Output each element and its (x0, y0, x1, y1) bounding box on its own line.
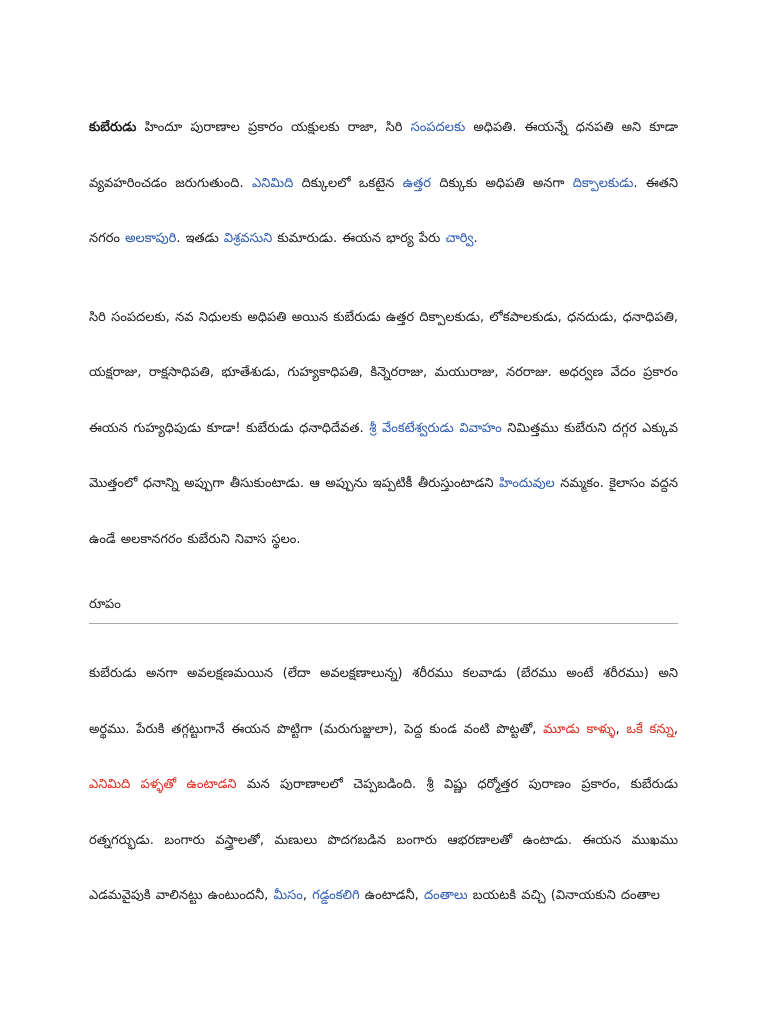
text-run: నిమిత్తము కుబేరుని దగ్గర ఎక్కువ మొత్తంలో ధనాన్ని అప్పుగా తీసుకుంటాడు. ఆ అప్పును ఇప్పటికీ తీరుస్తుంటాడని (89, 420, 678, 491)
text-run: . ఇతడు (176, 231, 224, 246)
link-dantalu[interactable]: దంతాలు (423, 888, 468, 903)
section-divider (89, 623, 678, 624)
text-run: , (302, 888, 313, 903)
text-run: హిందూ పురాణాల ప్రకారం యక్షులకు రాజా, సిరి (136, 120, 411, 135)
paragraph-titles (89, 290, 678, 568)
text-run: మన పురాణాలలో చెప్పబడింది. శ్రీ విష్ణు ధర్మోత్తర పురాణం ప్రకారం, కుబేరుడు రత్నగర్భుడు. బంగారు వస్త్రాలతో, మణులు పొదగబడిన బంగారు ఆభరణాలతో ఉంటాడు. ఈయన ముఖము ఎడమవైపుకి వాలినట్టు ఉంటుందనీ, (89, 777, 678, 903)
redlink-moodu-kallu[interactable]: మూడు కాళ్ళు (543, 721, 616, 737)
text-run: బయటకి వచ్చి (వినాయకుని దంతాల (467, 888, 661, 903)
text-run: సిరి సంపదలకు, నవ నిధులకు అధిపతి అయిన కుబేరుడు ఉత్తర దిక్పాలకుడు, లోకపాలకుడు, ధనదుడు, ధనాధిపతి, యక్షరాజు, రాక్షసాధిపతి, భూతేశుడు, గుహ్యకాధిపతి, కిన్నెరరాజు, మయురాజు, నరరాజు. అధర్వణ వేదం ప్రకారం ఈయన గుహ్యధిపుడు కూడా! కుబేరుడు ధనాధిదేవత. (89, 309, 678, 436)
text-run: కుబేరుడు అనగా అవలక్షణమయిన (లేదా అవలక్షణాలున్న) శరీరము కలవాడు (బేరము అంటే శరీరము) అని అర్థము. పేరుకి తగ్గట్టుగానే ఈయన పొట్టిగా (మరుగుజ్జులా), పెద్ద కుండ వంటి పొట్టతో, (89, 666, 678, 737)
text-run: . ఈతని నగరం (89, 175, 678, 246)
text-run: దిక్కులలో ఒకటైన (293, 175, 403, 191)
link-vishravasuni[interactable]: విశ్రవసుని (223, 231, 273, 246)
text-run: కుమారుడు. ఈయన భార్య పేరు (272, 231, 446, 246)
text-run: అధిపతి. ఈయన్నే ధనపతి అని కూడా వ్యవహరించడం జరుగుతుంది. (89, 120, 679, 191)
link-hinduvula[interactable]: హిందువుల (499, 476, 555, 491)
section-heading: రూపం (89, 597, 121, 612)
link-sampadalu[interactable]: సంపదలకు (410, 120, 466, 135)
text-run: , (615, 721, 627, 737)
link-charvi[interactable]: చార్వి (445, 231, 474, 246)
paragraph-intro (89, 100, 678, 267)
link-gaddam[interactable]: గడ్డంకలిగి (312, 888, 360, 903)
link-dikpalakudu[interactable]: దిక్పాలకుడు (572, 175, 634, 191)
text-run: , (673, 721, 678, 737)
text-run: . (473, 231, 478, 246)
link-alakapuri[interactable]: అలకాపురి (125, 231, 177, 246)
article-body (89, 100, 678, 924)
text-run: దిక్కుకు అధిపతి అనగా (430, 175, 573, 191)
link-enimidi[interactable]: ఎనిమిది (251, 175, 294, 191)
paragraph-appearance (89, 646, 678, 924)
subject-name: కుబేరుడు (89, 120, 137, 135)
redlink-oke-kannu[interactable]: ఒకే కన్ను (626, 721, 674, 737)
link-meesam[interactable]: మీసం (273, 888, 303, 903)
link-uttara[interactable]: ఉత్తర (402, 175, 431, 191)
redlink-enimidi-pallu[interactable]: ఎనిమిది పళ్ళతో ఉంటాడని (89, 777, 237, 792)
text-run: ఉంటాడనీ, (359, 888, 424, 903)
link-vivaham[interactable]: వివాహం (459, 420, 502, 436)
link-venkateswarudu[interactable]: శ్రీ వేంకటేశ్వరుడు (369, 420, 454, 436)
text-run: నమ్మకం. కైలాసం వద్దన ఉండే అలకానగరం కుబేరుని నివాస స్థలం. (89, 476, 678, 547)
